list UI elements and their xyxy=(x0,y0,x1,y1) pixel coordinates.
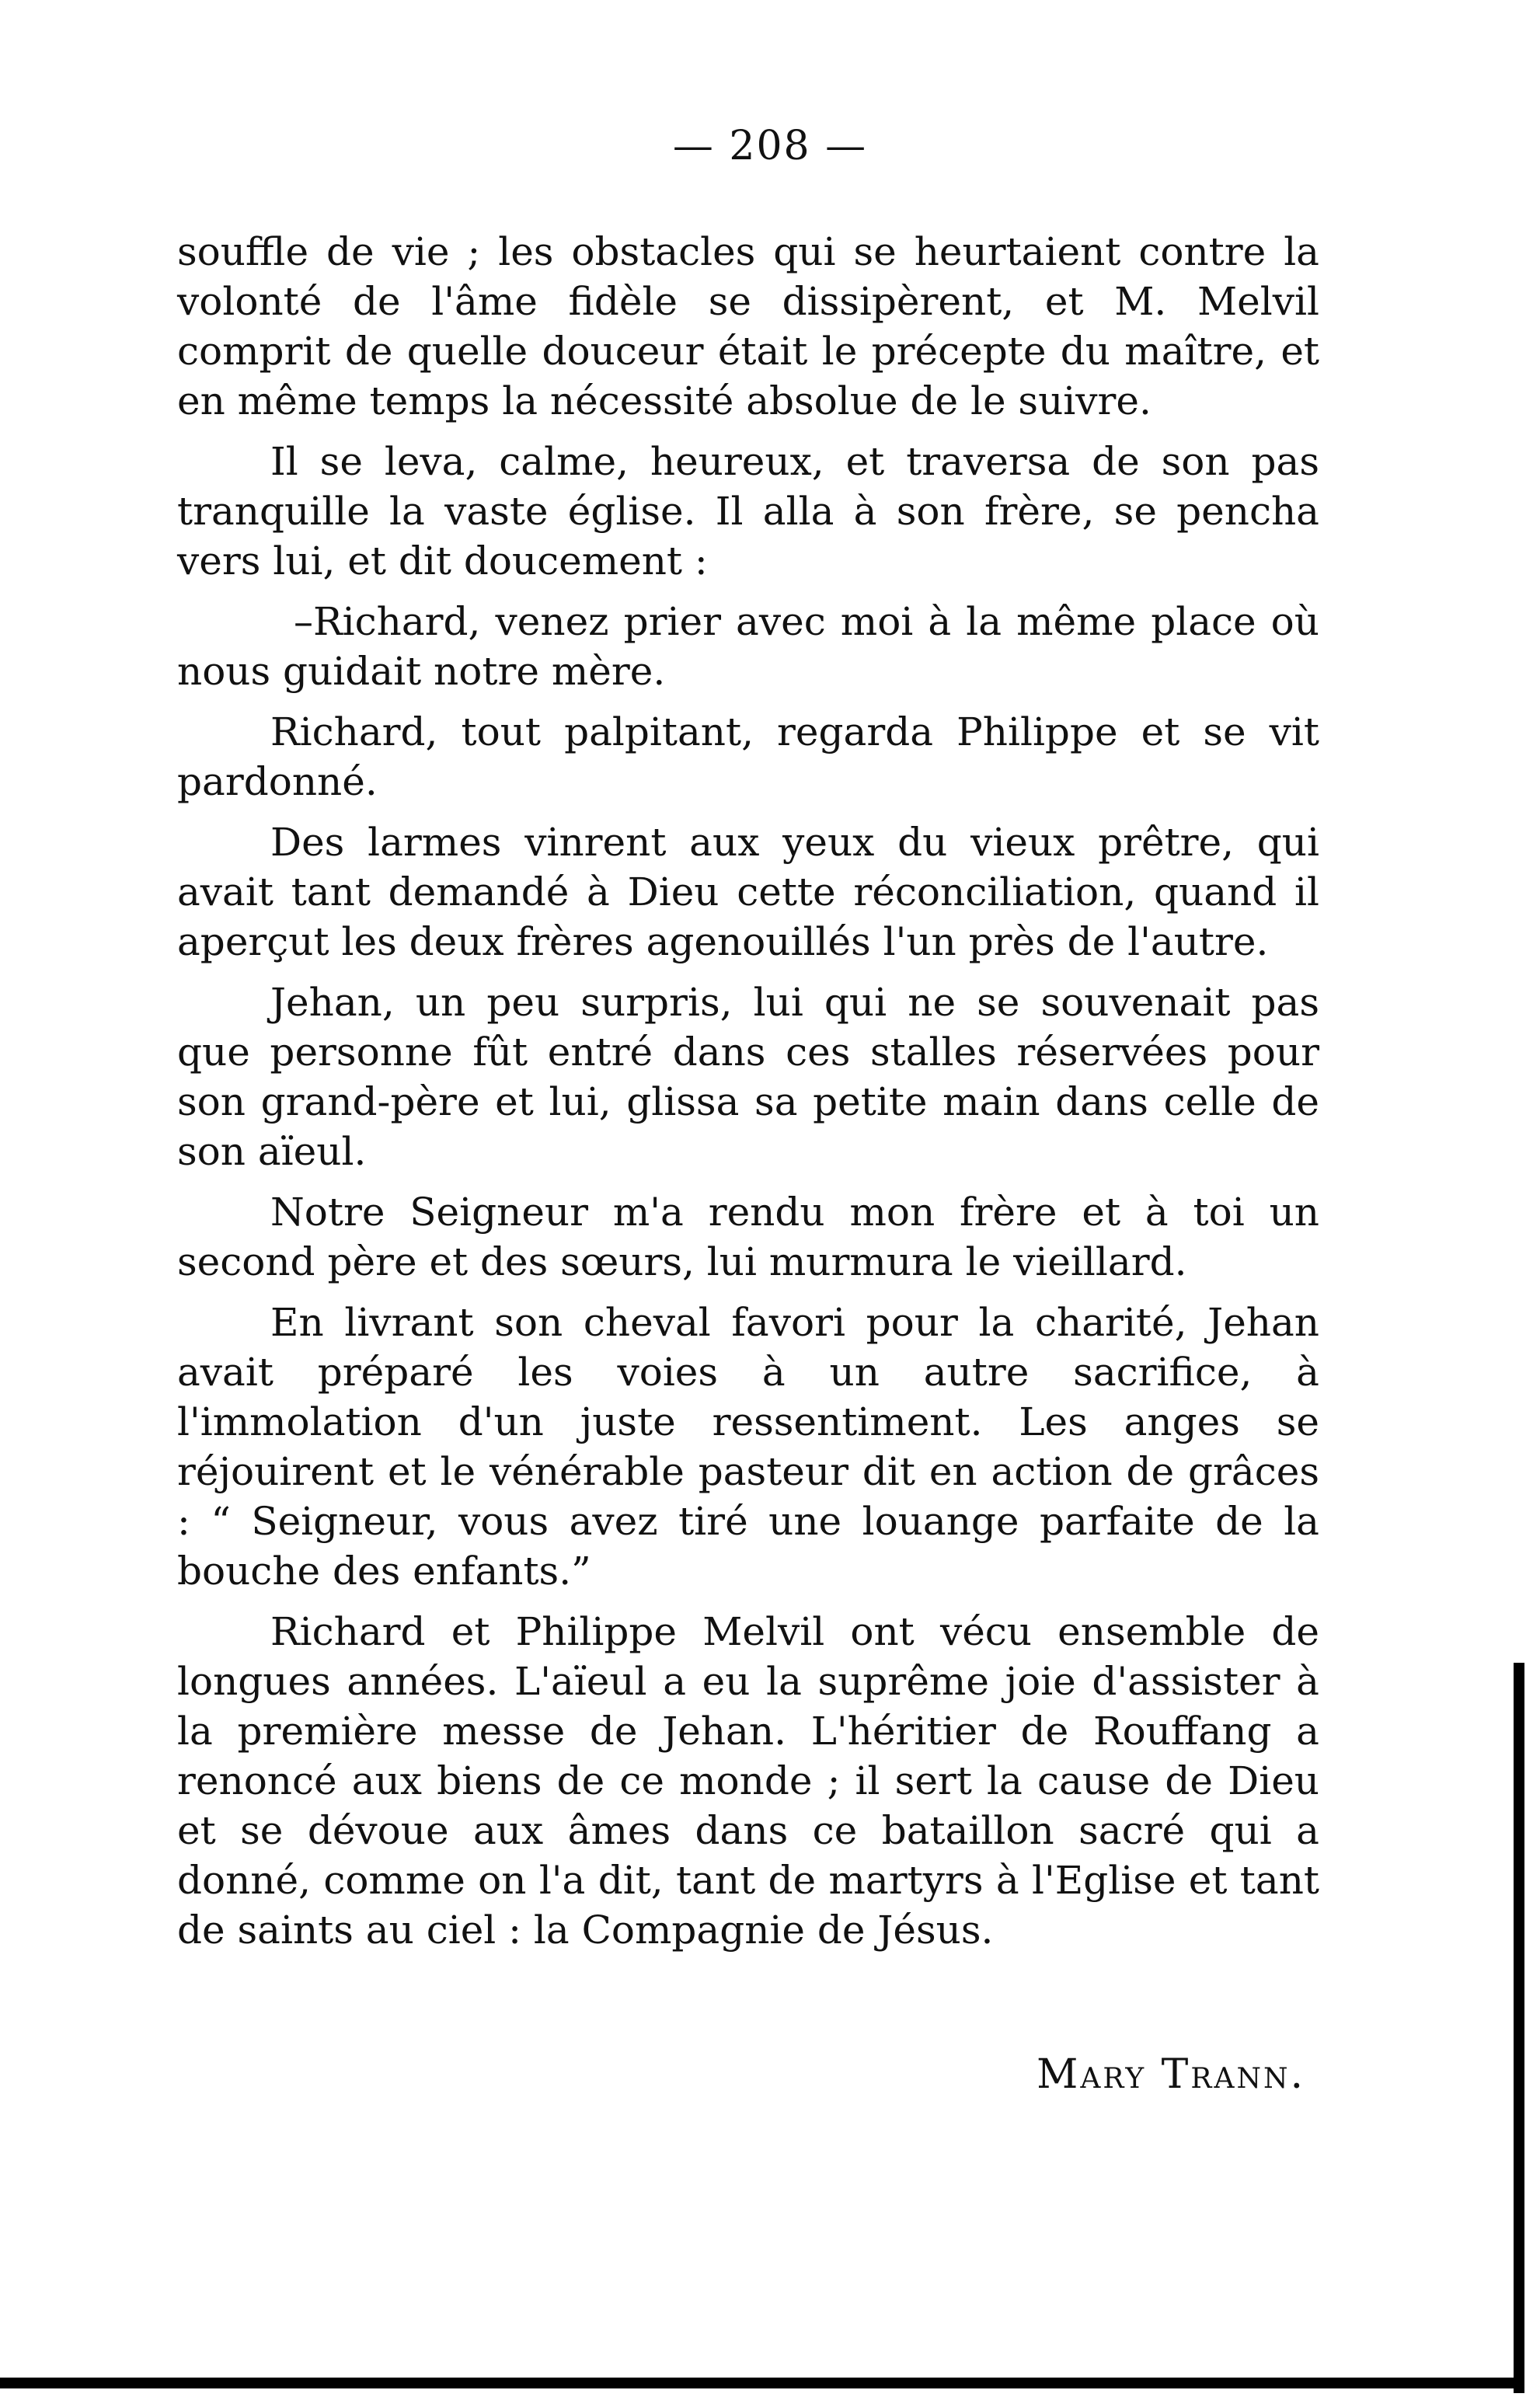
page-edge-bottom xyxy=(0,2378,1524,2388)
author-signature: Mary Trann. xyxy=(1037,2051,1305,2098)
paragraph: Il se leva, calme, heureux, et traversa de son pas tranquille la vaste église. Il alla à son frère, se pencha vers lui, et dit doucement : xyxy=(177,439,1319,584)
paragraph: Richard, tout palpitant, regarda Philippe et se vit pardonné. xyxy=(177,709,1319,804)
paragraph: Richard et Philippe Melvil ont vécu ensemble de longues années. L'aïeul a eu la suprême joie d'assister à la première messe de Jehan. L'héritier de Rouffang a renoncé aux biens de ce monde ; il sert la cause de Dieu et se dévoue aux âmes dans ce bataillon sacré qui a donné, comme on l'a dit, tant de martyrs à l'Eglise et tant de saints au ciel : la Compagnie de Jésus. xyxy=(177,1609,1319,1953)
page-edge-right xyxy=(1514,1663,1524,2393)
paragraph: Notre Seigneur m'a rendu mon frère et à toi un second père et des sœurs, lui murmura le vieillard. xyxy=(177,1190,1319,1284)
paragraph: En livrant son cheval favori pour la charité, Jehan avait préparé les voies à un autre sacrifice, à l'immolation d'un juste ressentiment. Les anges se réjouirent et le vénérable pasteur dit en action de grâces : “ Seigneur, vous avez tiré une louange parfaite de la bouche des enfants.” xyxy=(177,1300,1319,1594)
paragraph: Jehan, un peu surpris, lui qui ne se souvenait pas que personne fût entré dans ces stalles réservées pour son grand-père et lui, glissa sa petite main dans celle de son aïeul. xyxy=(177,980,1319,1174)
paragraph: Des larmes vinrent aux yeux du vieux prêtre, qui avait tant demandé à Dieu cette réconciliation, quand il aperçut les deux frères agenouillés l'un près de l'autre. xyxy=(177,820,1319,964)
page-number: — 208 — xyxy=(672,123,868,169)
dialogue-paragraph: –Richard, venez prier avec moi à la même place où nous guidait notre mère. xyxy=(177,599,1319,694)
body-text xyxy=(177,227,1319,1966)
paragraph: souffle de vie ; les obstacles qui se heurtaient contre la volonté de l'âme fidèle se dissipèrent, et M. Melvil comprit de quelle douceur était le précepte du maître, et en même temps la nécessité absolue de le suivre. xyxy=(177,229,1319,423)
